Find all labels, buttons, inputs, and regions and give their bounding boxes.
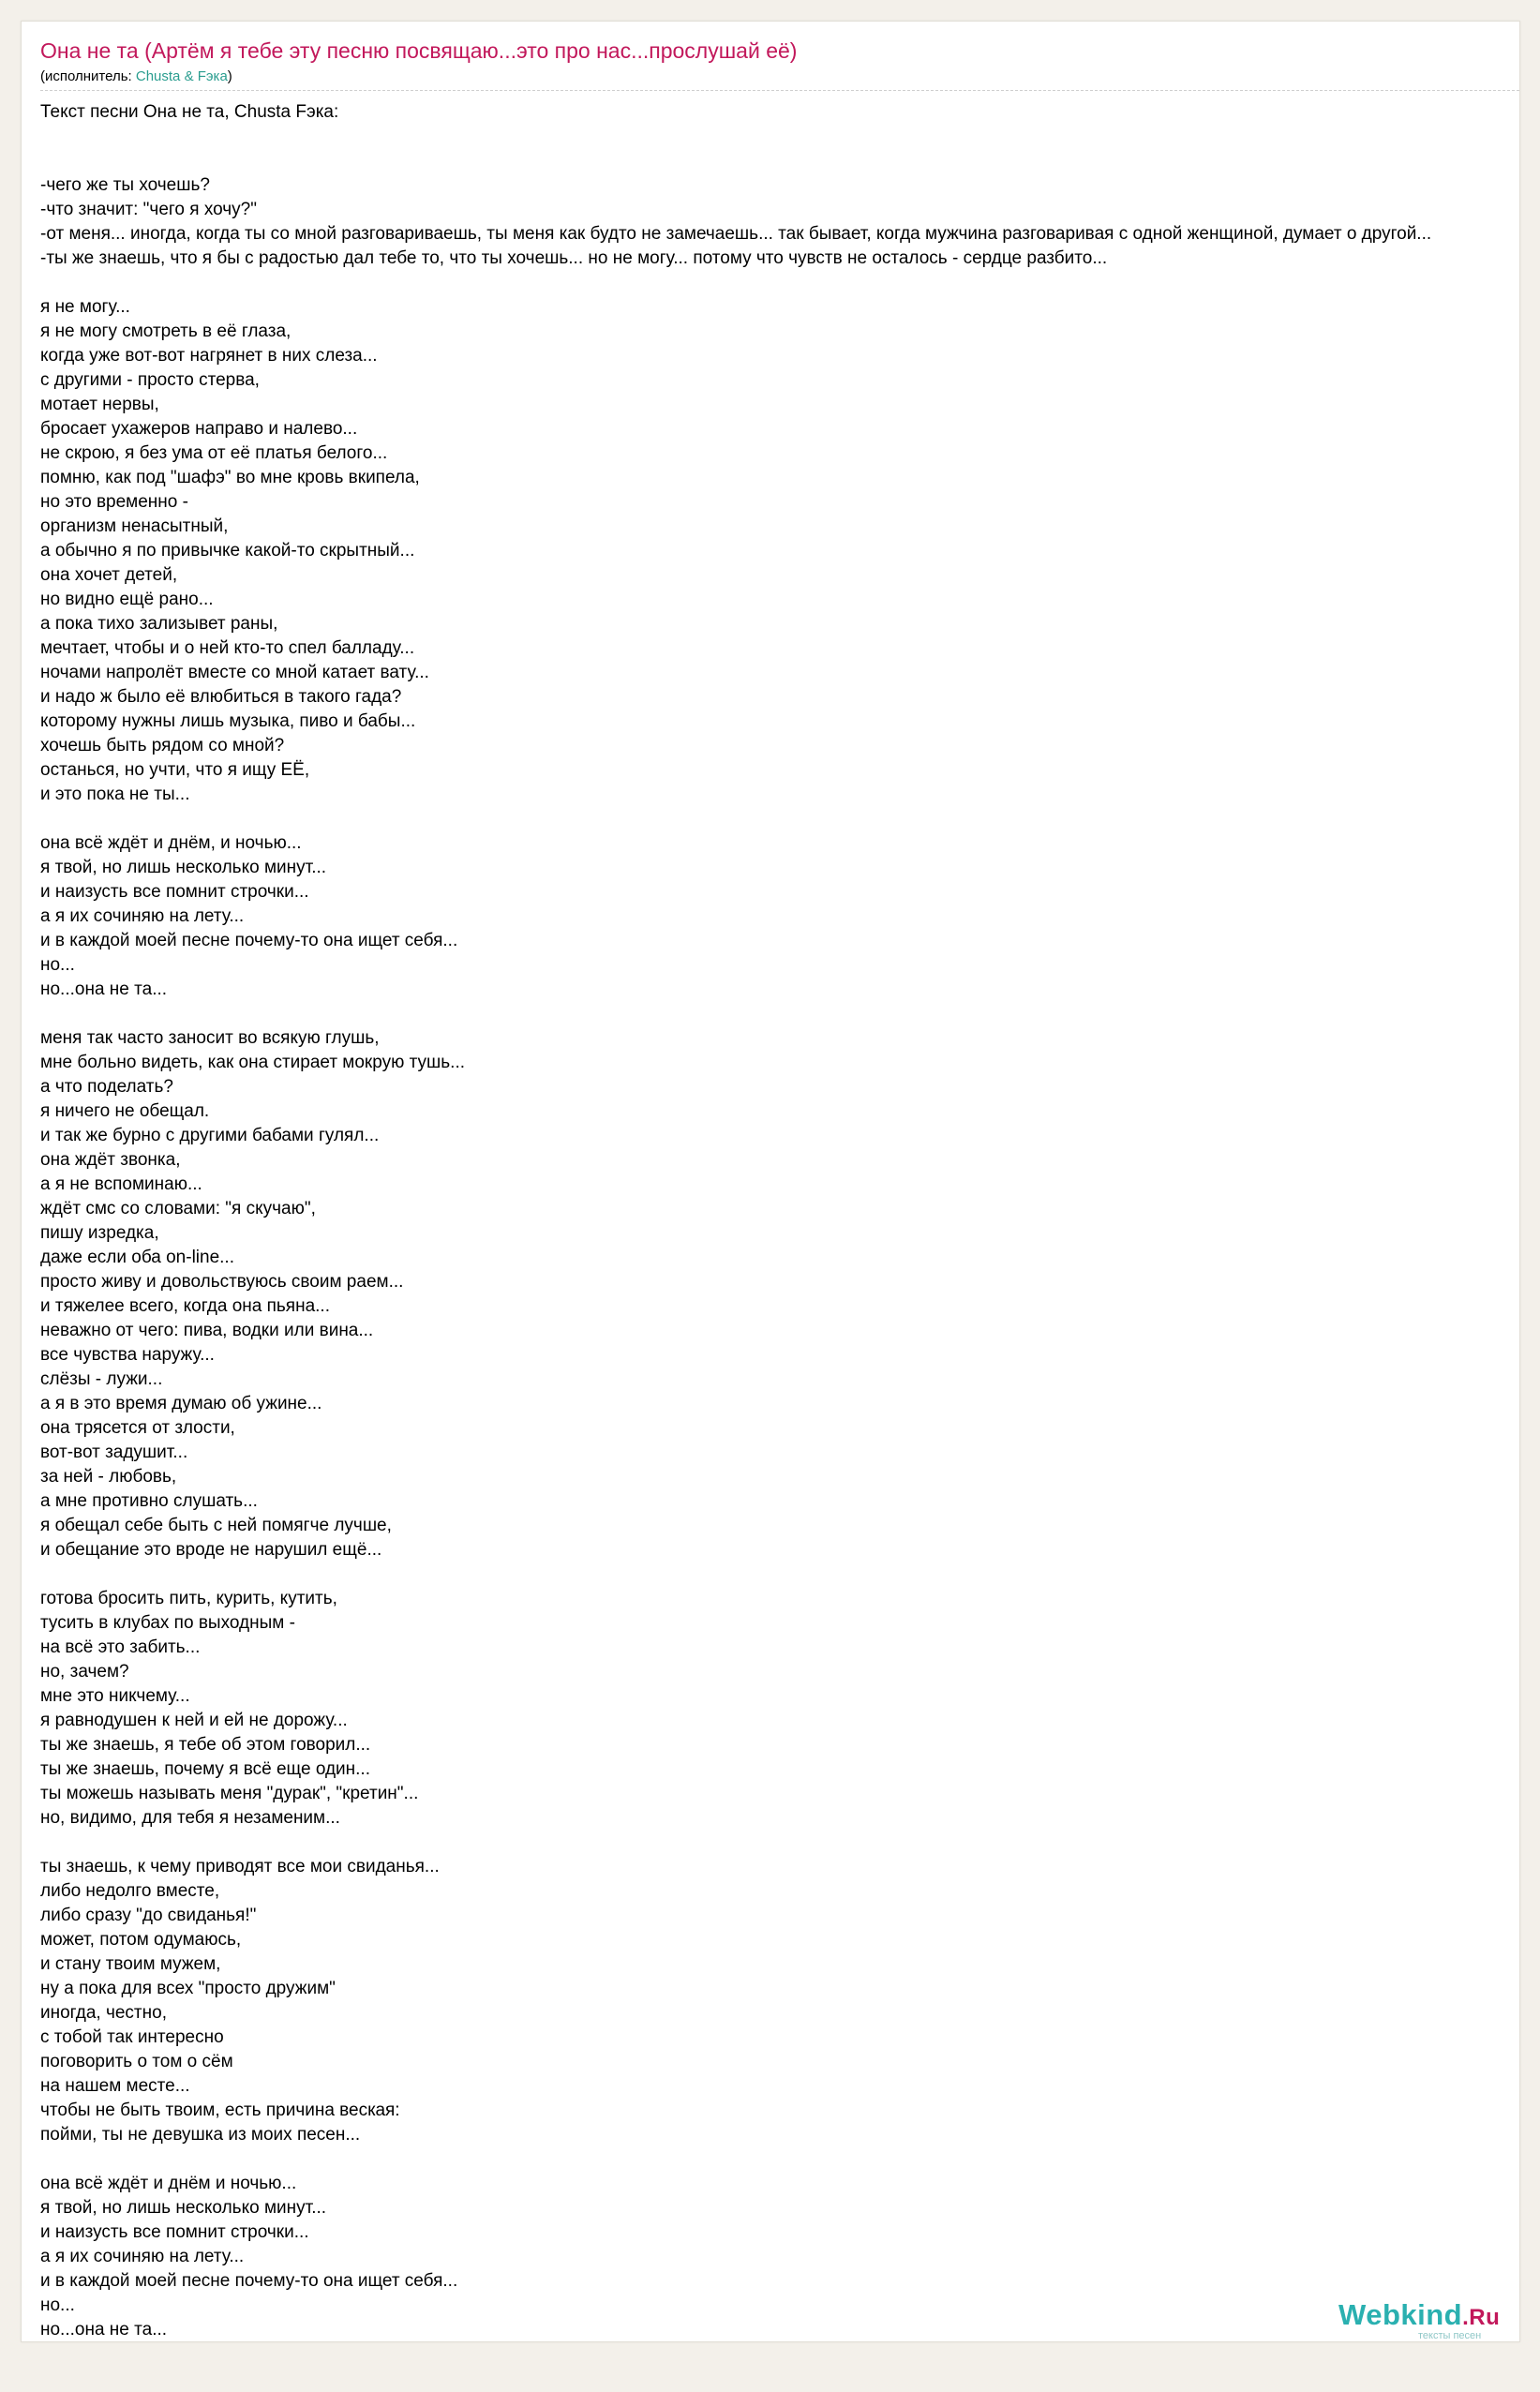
lyric-line: меня так часто заносит во всякую глушь, — [40, 1028, 380, 1048]
lyric-line: может, потом одумаюсь, — [40, 1930, 242, 1950]
lyric-line: и надо ж было её влюбиться в такого гада? — [40, 687, 402, 707]
lyric-line: она всё ждёт и днём, и ночью... — [40, 833, 302, 853]
lyric-line: а что поделать? — [40, 1077, 173, 1097]
lyrics-text — [40, 149, 1431, 2342]
lyric-blank-line — [40, 807, 1431, 831]
lyric-blank-line — [40, 1002, 1431, 1026]
lyric-line: она хочет детей, — [40, 565, 178, 585]
lyric-line: иногда, честно, — [40, 2003, 167, 2023]
lyric-line: и наизусть все помнит строчки... — [40, 882, 309, 902]
lyric-line: но это временно - — [40, 492, 188, 512]
lyric-line: вот-вот задушит... — [40, 1443, 188, 1462]
lyric-line: но, зачем? — [40, 1662, 129, 1682]
lyric-line: неважно от чего: пива, водки или вина... — [40, 1321, 374, 1340]
lyric-line: организм ненасытный, — [40, 516, 229, 536]
lyric-blank-line — [40, 149, 1431, 173]
lyric-line: -что значит: "чего я хочу?" — [40, 200, 257, 219]
lyric-line: хочешь быть рядом со мной? — [40, 736, 285, 755]
lyric-line: ждёт смс со словами: "я скучаю", — [40, 1199, 316, 1218]
lyric-line: просто живу и довольствуюсь своим раем... — [40, 1272, 404, 1292]
lyric-blank-line — [40, 1562, 1431, 1587]
lyric-blank-line — [40, 271, 1431, 295]
lyric-line: она трясется от злости, — [40, 1418, 235, 1438]
lyric-line: останься, но учти, что я ищу ЕЁ, — [40, 760, 310, 780]
lyric-line: пишу изредка, — [40, 1223, 159, 1243]
lyric-line: а я в это время думаю об ужине... — [40, 1394, 322, 1413]
artist-line — [40, 68, 232, 85]
lyric-line: слёзы - лужи... — [40, 1369, 163, 1389]
artist-link[interactable]: Chusta & Fэка — [135, 68, 228, 84]
lyric-line: а мне противно слушать... — [40, 1491, 258, 1511]
lyric-line: и в каждой моей песне почему-то она ищет себя... — [40, 931, 458, 950]
lyric-line: я не могу... — [40, 297, 130, 317]
lyric-line: даже если оба on-line... — [40, 1248, 234, 1267]
lyric-line: не скрою, я без ума от её платья белого... — [40, 443, 388, 463]
artist-prefix: (исполнитель: — [40, 68, 136, 84]
lyric-line: и в каждой моей песне почему-то она ищет себя... — [40, 2271, 458, 2291]
lyric-line: ночами напролёт вместе со мной катает вату... — [40, 663, 429, 682]
lyric-line: но...она не та... — [40, 979, 168, 999]
lyric-blank-line — [40, 2147, 1431, 2172]
lyrics-heading: Текст песни Она не та, Chusta Fэка: — [40, 102, 339, 122]
lyric-line: готова бросить пить, курить, кутить, — [40, 1589, 337, 1608]
lyric-line: либо сразу "до свиданья!" — [40, 1906, 257, 1925]
lyric-line: чтобы не быть твоим, есть причина вескaя: — [40, 2100, 400, 2120]
lyric-line: ты можешь называть меня "дурак", "кретин"... — [40, 1784, 419, 1803]
lyric-line: -чего же ты хочешь? — [40, 175, 210, 195]
lyric-line: мотает нервы, — [40, 395, 159, 414]
lyric-line: а пока тихо зализывет раны, — [40, 614, 278, 634]
lyric-line: я твой, но лишь несколько минут... — [40, 2198, 327, 2218]
lyric-line: помню, как под "шафэ" во мне кровь вкипела, — [40, 468, 420, 487]
lyric-line: но... — [40, 2295, 75, 2315]
lyric-line: а я не вспоминаю... — [40, 1174, 202, 1194]
lyric-line: я обещал себе быть с ней помягче лучше, — [40, 1516, 392, 1535]
lyric-line: -от меня... иногда, когда ты со мной разговариваешь, ты меня как будто не замечаешь... так бывает, когда мужчина разговаривая с одной женщиной, думает о другой... — [40, 224, 1432, 244]
lyric-line: с другими - просто стерва, — [40, 370, 260, 390]
lyric-line: которому нужны лишь музыка, пиво и бабы... — [40, 711, 416, 731]
lyric-line: она всё ждёт и днём и ночью... — [40, 2174, 297, 2193]
lyric-line: и тяжелее всего, когда она пьяна... — [40, 1296, 330, 1316]
lyric-line: и так же бурно с другими бабами гулял... — [40, 1126, 380, 1145]
lyric-line: -ты же знаешь, что я бы с радостью дал тебе то, что ты хочешь... но не могу... потому что чувств не осталось - сердце разбито... — [40, 248, 1108, 268]
lyric-line: но видно ещё рано... — [40, 590, 214, 609]
song-title: Она не та (Артём я тебе эту песню посвящаю...это про нас...прослушай её) — [40, 38, 798, 63]
header-divider — [40, 90, 1519, 91]
lyric-line: а я их сочиняю на лету... — [40, 2247, 245, 2266]
lyric-line: я твой, но лишь несколько минут... — [40, 858, 327, 877]
lyric-line: но, видимо, для тебя я незаменим... — [40, 1808, 340, 1828]
lyric-line: ну а пока для всех "просто дружим" — [40, 1979, 336, 1998]
lyric-line: но... — [40, 955, 75, 975]
lyric-line: и наизусть все помнит строчки... — [40, 2222, 309, 2242]
artist-suffix: ) — [227, 68, 232, 84]
lyric-line: я равнодушен к ней и ей не дорожу... — [40, 1711, 348, 1730]
lyric-line: на нашем месте... — [40, 2076, 190, 2096]
lyric-line: я ничего не обещал. — [40, 1101, 210, 1121]
lyric-line: а обычно я по привычке какой-то скрытный... — [40, 541, 415, 561]
lyric-line: поговорить о том о сём — [40, 2052, 233, 2071]
logo-wordmark — [1338, 2299, 1500, 2334]
lyric-line: мечтает, чтобы и о ней кто-то спел балладу... — [40, 638, 415, 658]
logo-tagline: тексты песен — [1418, 2330, 1482, 2341]
lyric-line: на всё это забить... — [40, 1637, 201, 1657]
lyric-line: либо недолго вместе, — [40, 1881, 220, 1901]
lyric-line: с тобой так интересно — [40, 2027, 224, 2047]
lyric-line: все чувства наружу... — [40, 1345, 215, 1365]
content-card — [21, 21, 1520, 2342]
lyric-line: ты же знаешь, почему я всё еще один... — [40, 1759, 370, 1779]
lyric-line: а я их сочиняю на лету... — [40, 906, 245, 926]
logo-brand: Webkind — [1338, 2298, 1463, 2331]
lyric-line: ты же знаешь, я тебе об этом говорил... — [40, 1735, 371, 1755]
lyric-line: и обещание это вроде не нарушил ещё... — [40, 1540, 382, 1560]
lyric-line: бросает ухажеров направо и налево... — [40, 419, 358, 439]
lyric-line: и это пока не ты... — [40, 785, 190, 804]
lyric-line: когда уже вот-вот нагрянет в них слеза... — [40, 346, 378, 366]
lyric-line: ты знаешь, к чему приводят все мои свиданья... — [40, 1857, 440, 1876]
lyric-line: и стану твоим мужем, — [40, 1954, 221, 1974]
lyric-line: я не могу смотреть в её глаза, — [40, 321, 292, 341]
logo-tld: .Ru — [1462, 2305, 1501, 2330]
lyric-line: тусить в клубах по выходным - — [40, 1613, 295, 1633]
lyric-blank-line — [40, 1831, 1431, 1855]
lyric-line: мне это никчему... — [40, 1686, 190, 1706]
lyric-line: мне больно видеть, как она стирает мокрую тушь... — [40, 1053, 466, 1072]
lyric-line: за ней - любовь, — [40, 1467, 177, 1487]
lyric-line: пойми, ты не девушка из моих песен... — [40, 2125, 361, 2145]
lyric-line: она ждёт звонка, — [40, 1150, 181, 1170]
lyric-line: но...она не та... — [40, 2320, 168, 2340]
webkind-logo[interactable] — [1338, 2299, 1512, 2340]
